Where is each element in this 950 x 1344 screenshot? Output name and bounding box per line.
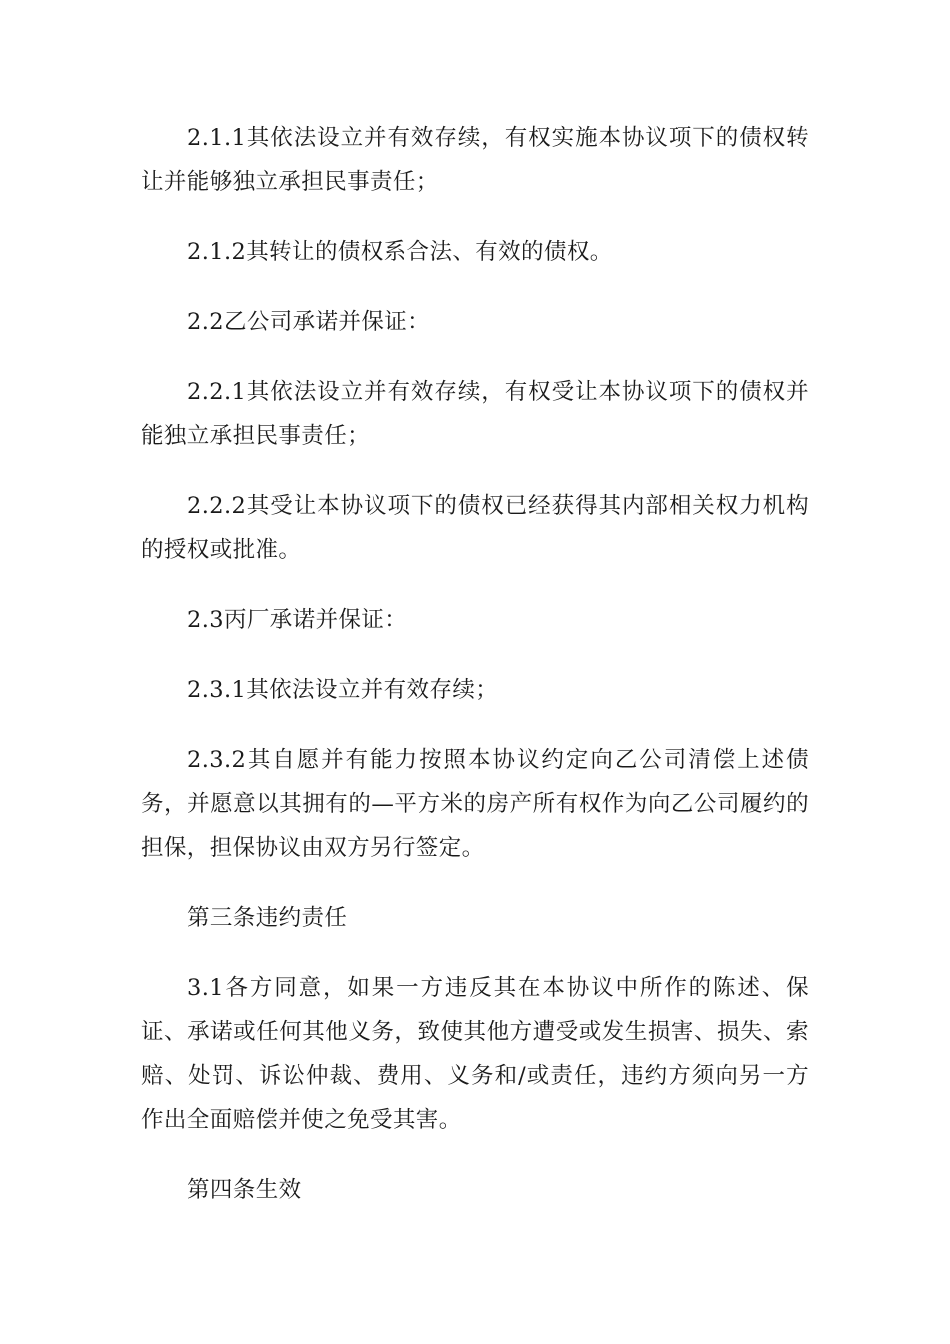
clause-2-3-1: 2.3.1其依法设立并有效存续；: [187, 677, 499, 703]
clause-2-1-1: 2.1.1其依法设立并有效存续，有权实施本协议项下的债权转让并能够独立承担民事责任；: [141, 125, 809, 195]
document-body: [141, 116, 809, 1238]
clause-3-1: 3.1各方同意，如果一方违反其在本协议中所作的陈述、保证、承诺或任何其他义务，致使其他方遭受或发生损害、损失、索赔、处罚、诉讼仲裁、费用、义务和/或责任，违约方须向另一方作出全面赔偿并使之免受其害。: [141, 975, 809, 1133]
clause-2-2-1: 2.2.1其依法设立并有效存续，有权受让本协议项下的债权并能独立承担民事责任；: [141, 379, 809, 449]
clause-2-2-2: 2.2.2其受让本协议项下的债权已经获得其内部相关权力机构的授权或批准。: [141, 493, 809, 563]
clause-2-3: 2.3丙厂承诺并保证：: [187, 607, 408, 633]
clause-2-1-2: 2.1.2其转让的债权系合法、有效的债权。: [187, 239, 613, 265]
clause-2-3-2: 2.3.2其自愿并有能力按照本协议约定向乙公司清偿上述债务，并愿意以其拥有的—平方米的房产所有权作为向乙公司履约的担保，担保协议由双方另行签定。: [141, 747, 809, 861]
article-3-heading: 第三条违约责任: [187, 905, 348, 931]
article-4-heading: 第四条生效: [187, 1177, 302, 1203]
clause-2-2: 2.2乙公司承诺并保证：: [187, 309, 431, 335]
